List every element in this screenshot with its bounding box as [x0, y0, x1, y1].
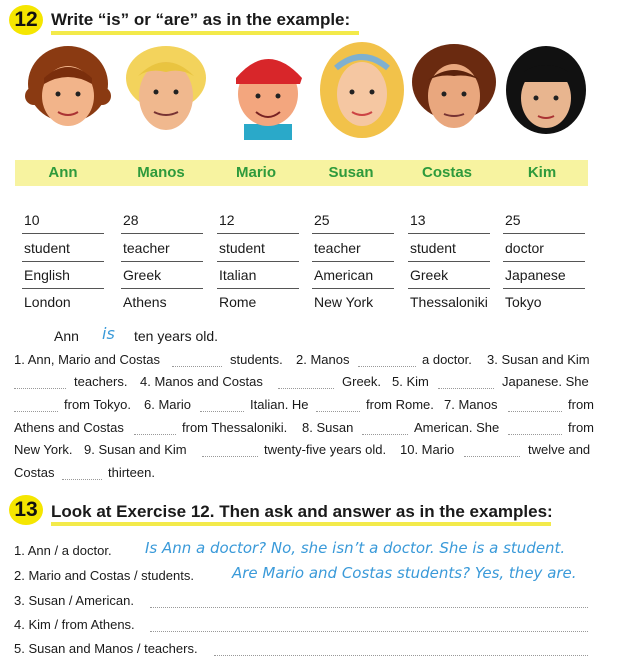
table-rule [312, 288, 394, 289]
sentence-text: 9. Susan and Kim [84, 442, 187, 457]
sentence-text: 7. Manos [444, 397, 498, 412]
sentence-text: a doctor. [422, 352, 472, 367]
instruction-underline [51, 31, 359, 35]
answer-blank[interactable] [62, 469, 102, 480]
example-subject: Ann [54, 328, 79, 344]
sentence-text: Italian. He [250, 397, 309, 412]
answer-blank[interactable] [172, 356, 222, 367]
table-cell: Athens [123, 294, 167, 310]
table-cell: 25 [505, 212, 521, 228]
table-rule [22, 233, 104, 234]
table-cell: 13 [410, 212, 426, 228]
sentence-text: from [568, 397, 594, 412]
table-cell: 12 [219, 212, 235, 228]
table-rule [217, 233, 299, 234]
answer-blank[interactable] [278, 378, 334, 389]
table-rule [22, 261, 104, 262]
sentence-text: 8. Susan [302, 420, 354, 435]
kim-portrait [500, 38, 592, 140]
sentence-text: 3. Susan and Kim [487, 352, 590, 367]
name-susan: Susan [328, 164, 374, 181]
answer-blank[interactable] [202, 446, 258, 457]
sentence-text: teachers. [74, 374, 128, 389]
table-rule [121, 288, 203, 289]
mario-portrait [222, 38, 314, 140]
answer-blank[interactable] [464, 446, 520, 457]
table-cell: Thessaloniki [410, 294, 488, 310]
answer-blank[interactable] [508, 401, 562, 412]
answer-blank[interactable] [14, 378, 66, 389]
sentence-text: Greek. [342, 374, 382, 389]
answer-blank[interactable] [134, 424, 176, 435]
answer-blank[interactable] [438, 378, 494, 389]
sentence-text: students. [230, 352, 283, 367]
table-cell: Japanese [505, 267, 566, 283]
table-cell: English [24, 267, 70, 283]
exercise-number-badge: 13 [9, 495, 43, 525]
exercise-number-badge: 12 [9, 5, 43, 35]
table-cell: teacher [123, 240, 170, 256]
table-rule [503, 261, 585, 262]
table-cell: Italian [219, 267, 257, 283]
item-prompt: 5. Susan and Manos / teachers. [14, 641, 198, 656]
sentence-text: thirteen. [108, 465, 155, 480]
instruction-underline [51, 522, 551, 526]
name-kim: Kim [527, 164, 557, 181]
table-cell: New York [314, 294, 374, 310]
answer-blank[interactable] [14, 401, 58, 412]
table-rule [217, 261, 299, 262]
table-rule [503, 233, 585, 234]
exercise-13-instruction: Look at Exercise 12. Then ask and answer as in the examples: [51, 502, 553, 521]
table-cell: 28 [123, 212, 139, 228]
sentence-text: from Tokyo. [64, 397, 131, 412]
table-rule [408, 288, 490, 289]
item-prompt: 3. Susan / American. [14, 593, 134, 608]
table-rule [312, 261, 394, 262]
table-cell: doctor [505, 240, 544, 256]
ann-portrait [22, 38, 114, 140]
table-cell: London [24, 294, 71, 310]
sentence-text: from [568, 420, 594, 435]
table-rule [408, 233, 490, 234]
sentence-text: from Thessaloniki. [182, 420, 288, 435]
exercise-12-instruction: Write “is” or “are” as in the example: [51, 10, 351, 29]
table-cell: student [24, 240, 70, 256]
answer-blank[interactable] [200, 401, 244, 412]
table-cell: Greek [123, 267, 162, 283]
sentence-text: Costas [14, 465, 55, 480]
answer-blank[interactable] [358, 356, 416, 367]
table-rule [22, 288, 104, 289]
sentence-text: Japanese. She [502, 374, 589, 389]
table-cell: Tokyo [505, 294, 542, 310]
name-costas: Costas [421, 164, 473, 181]
table-cell: Rome [219, 294, 257, 310]
sentence-text: from Rome. [366, 397, 434, 412]
table-rule [408, 261, 490, 262]
table-cell: Greek [410, 267, 449, 283]
answer-line[interactable] [214, 645, 588, 656]
sentence-text: Athens and Costas [14, 420, 124, 435]
answer-line[interactable] [150, 597, 588, 608]
table-cell: teacher [314, 240, 361, 256]
table-cell: 10 [24, 212, 40, 228]
answer-line[interactable] [150, 621, 588, 632]
item-answer: Is Ann a doctor? No, she isn’t a doctor. She is a student. [145, 539, 566, 557]
example-answer: is [102, 324, 115, 343]
manos-portrait [120, 38, 212, 140]
sentence-text: twelve and [528, 442, 591, 457]
answer-blank[interactable] [316, 401, 360, 412]
table-rule [121, 261, 203, 262]
sentence-text: 4. Manos and Costas [140, 374, 263, 389]
sentence-text: 5. Kim [392, 374, 429, 389]
item-prompt: 4. Kim / from Athens. [14, 617, 135, 632]
item-prompt: 2. Mario and Costas / students. [14, 568, 194, 583]
susan-portrait [316, 38, 408, 140]
example-rest: ten years old. [134, 328, 219, 344]
name-mario: Mario [235, 164, 276, 181]
name-manos: Manos [137, 164, 185, 181]
sentence-text: 1. Ann, Mario and Costas [14, 352, 160, 367]
sentence-text: New York. [14, 442, 73, 457]
table-cell: student [410, 240, 456, 256]
table-rule [503, 288, 585, 289]
sentence-text: American. She [414, 420, 500, 435]
name-ann: Ann [48, 164, 78, 181]
table-rule [121, 233, 203, 234]
table-cell: American [314, 267, 374, 283]
table-rule [217, 288, 299, 289]
answer-blank[interactable] [508, 424, 562, 435]
answer-blank[interactable] [362, 424, 408, 435]
table-cell: 25 [314, 212, 330, 228]
sentence-text: 2. Manos [296, 352, 350, 367]
sentence-text: 6. Mario [144, 397, 191, 412]
table-cell: student [219, 240, 265, 256]
item-prompt: 1. Ann / a doctor. [14, 543, 112, 558]
sentence-text: 10. Mario [400, 442, 455, 457]
table-rule [312, 233, 394, 234]
sentence-text: twenty-five years old. [264, 442, 387, 457]
item-answer: Are Mario and Costas students? Yes, they are. [232, 564, 577, 582]
costas-portrait [408, 38, 500, 140]
